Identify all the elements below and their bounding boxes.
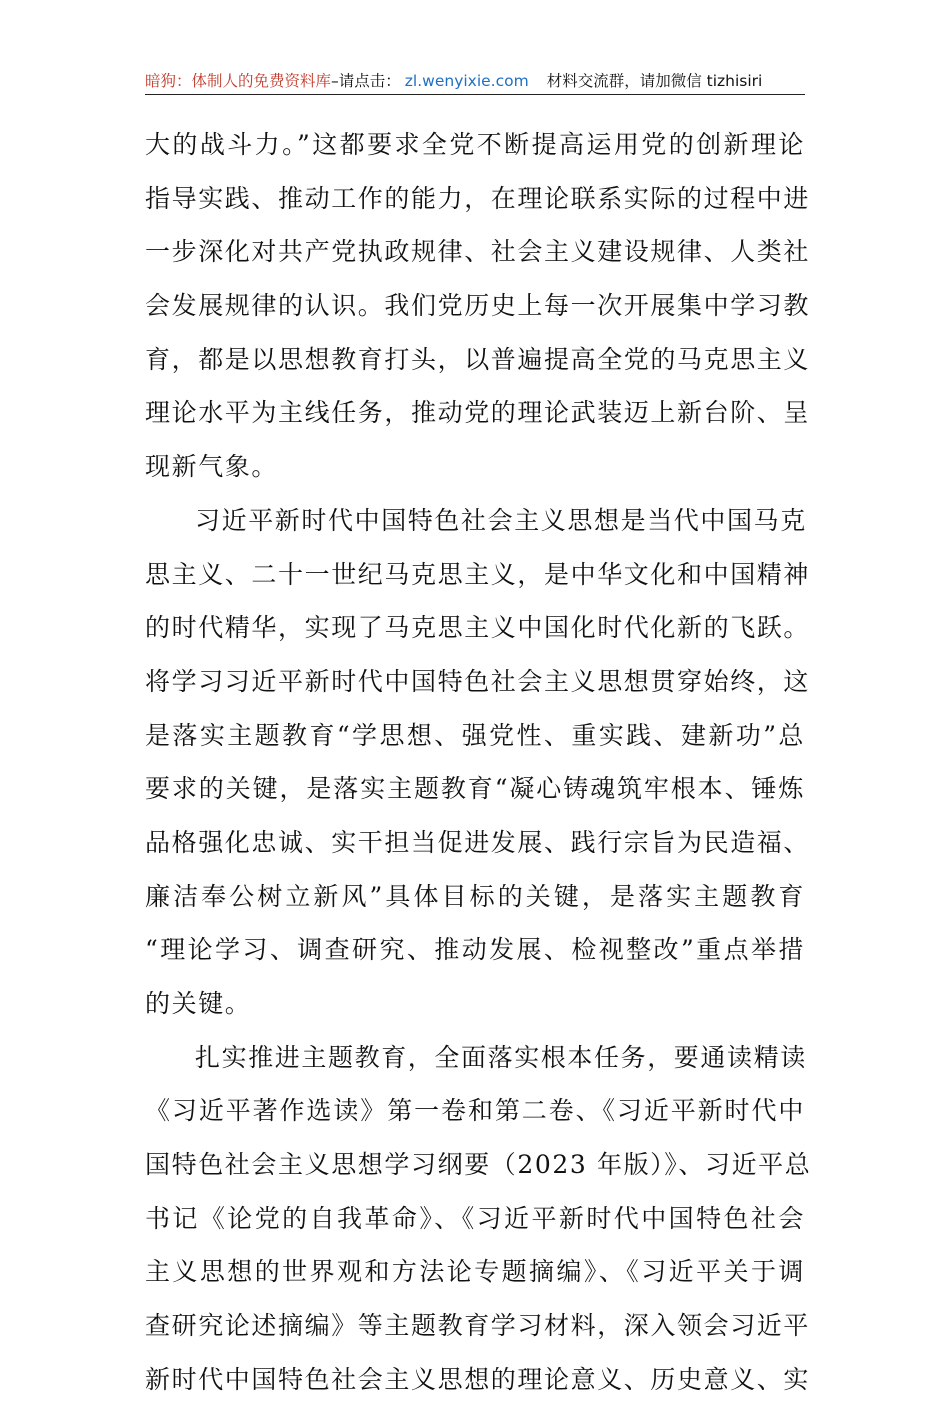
- text-line: 现新气象。: [145, 452, 279, 482]
- paragraph-2: [145, 494, 811, 1031]
- text-line: 国特色社会主义思想学习纲要（2023 年版）》、习近平总: [145, 1150, 812, 1180]
- text-line: 育，都是以思想教育打头，以普遍提高全党的马克思主义: [145, 344, 811, 374]
- text-line: 指导实践、推动工作的能力，在理论联系实际的过程中进: [145, 183, 811, 213]
- text-line: 的时代精华，实现了马克思主义中国化时代化新的飞跃。: [145, 613, 811, 643]
- text-line: 查研究论述摘编》等主题教育学习材料，深入领会习近平: [145, 1311, 811, 1341]
- text-line: 要求的关键，是落实主题教育“凝心铸魂筑牢根本、锤炼: [145, 774, 805, 804]
- text-line: 大的战斗力。”这都要求全党不断提高运用党的创新理论: [145, 130, 805, 159]
- page-header: [145, 68, 805, 95]
- document-body: [145, 118, 812, 1407]
- text-line: 书记《论党的自我革命》、《习近平新时代中国特色社会: [145, 1203, 805, 1233]
- header-click-prefix: –请点击：: [331, 72, 401, 90]
- paragraph-1: [145, 118, 811, 494]
- text-line: 习近平新时代中国特色社会主义思想是当代中国马克: [195, 505, 807, 535]
- text-line: 扎实推进主题教育，全面落实根本任务，要通读精读: [195, 1042, 807, 1072]
- text-line: 的关键。: [145, 989, 252, 1018]
- text-line: 会发展规律的认识。我们党历史上每一次开展集中学习教: [145, 291, 811, 321]
- text-line: 理论水平为主线任务，推动党的理论武装迈上新台阶、呈: [145, 398, 811, 428]
- paragraph-3: [145, 1031, 812, 1407]
- header-wechat-note: 材料交流群，请加微信 tizhisiri: [546, 72, 763, 90]
- text-line: 是落实主题教育“学思想、强党性、重实践、建新功”总: [145, 720, 805, 750]
- text-line: 思主义、二十一世纪马克思主义，是中华文化和中国精神: [145, 559, 811, 589]
- text-line: 品格强化忠诚、实干担当促进发展、践行宗旨为民造福、: [145, 827, 811, 857]
- text-line: 一步深化对共产党执政规律、社会主义建设规律、人类社: [145, 237, 811, 267]
- text-line: 将学习习近平新时代中国特色社会主义思想贯穿始终，这: [145, 666, 811, 696]
- header-brand: 暗狗：体制人的免费资料库: [145, 72, 332, 90]
- text-line: “理论学习、调查研究、推动发展、检视整改”重点举措: [145, 935, 805, 965]
- text-line: 《习近平著作选读》第一卷和第二卷、《习近平新时代中: [145, 1096, 805, 1126]
- text-line: 主义思想的世界观和方法论专题摘编》、《习近平关于调: [145, 1257, 805, 1287]
- text-line: 廉洁奉公树立新风”具体目标的关键，是落实主题教育: [145, 881, 805, 911]
- text-line: 新时代中国特色社会主义思想的理论意义、历史意义、实: [145, 1364, 811, 1394]
- header-url-link[interactable]: zl.wenyixie.com: [404, 72, 529, 90]
